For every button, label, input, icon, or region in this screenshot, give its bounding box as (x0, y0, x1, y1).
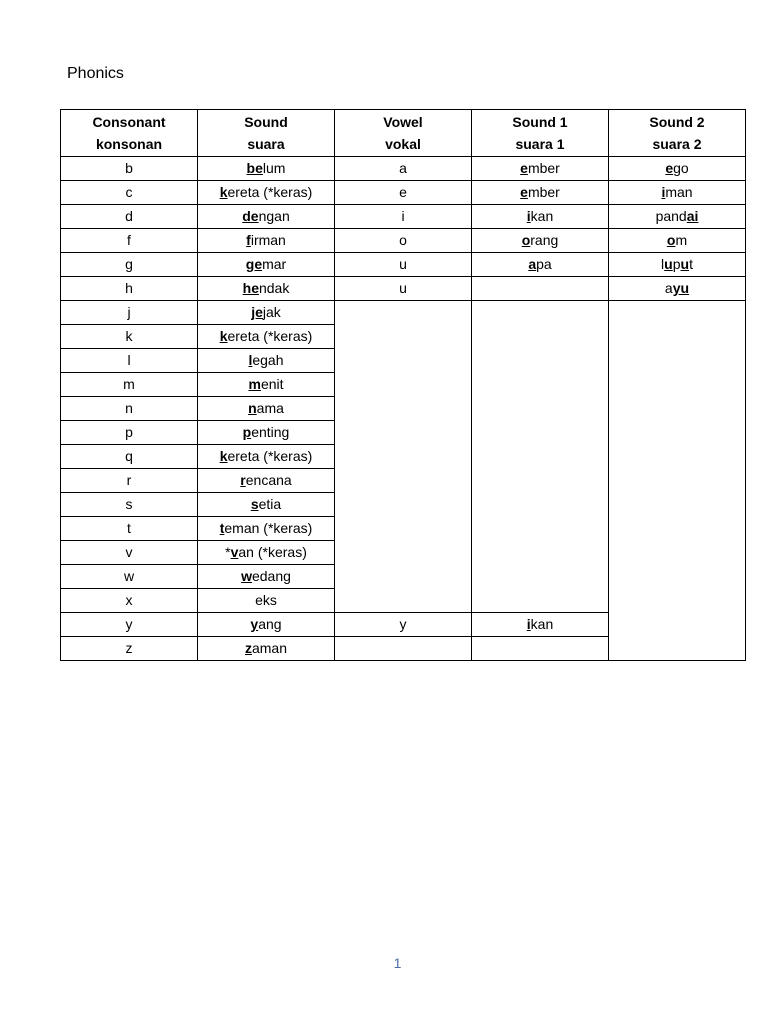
column-header (61, 110, 198, 157)
highlighted-sound: s (250, 496, 259, 512)
highlighted-sound: yu (672, 280, 690, 296)
consonant-letter: b (61, 157, 198, 181)
word-part: m (675, 232, 688, 248)
header-en: Vowel (383, 114, 423, 130)
vowel-letter: y (335, 613, 472, 637)
consonant-sound (198, 397, 335, 421)
highlighted-sound: i (526, 208, 531, 224)
highlighted-sound: de (242, 208, 259, 224)
highlighted-sound: v (230, 544, 239, 560)
empty-cell (472, 637, 609, 661)
consonant-sound (198, 637, 335, 661)
consonant-letter: c (61, 181, 198, 205)
word-part: ama (256, 400, 284, 416)
word-part: ereta (*keras) (227, 184, 313, 200)
highlighted-sound: t (219, 520, 225, 536)
word-part: etia (258, 496, 282, 512)
consonant-letter: t (61, 517, 198, 541)
word-part: ereta (*keras) (227, 448, 313, 464)
word-part: aman (251, 640, 288, 656)
consonant-letter: w (61, 565, 198, 589)
consonant-sound (198, 469, 335, 493)
highlighted-sound: f (246, 232, 251, 248)
vowel-letter: i (335, 205, 472, 229)
highlighted-sound: k (219, 448, 228, 464)
highlighted-sound: u (680, 256, 690, 272)
vowel-letter: u (335, 253, 472, 277)
consonant-sound (198, 517, 335, 541)
highlighted-sound: e (665, 160, 674, 176)
word-part: edang (251, 568, 291, 584)
highlighted-sound: i (661, 184, 666, 200)
column-header (609, 110, 746, 157)
consonant-letter: k (61, 325, 198, 349)
consonant-sound (198, 445, 335, 469)
consonant-letter: m (61, 373, 198, 397)
vowel-sound-1 (472, 205, 609, 229)
highlighted-sound: m (248, 376, 261, 392)
vowel-sound-1 (472, 253, 609, 277)
header-ms: suara (247, 136, 285, 152)
consonant-letter: h (61, 277, 198, 301)
empty-cell (609, 301, 746, 661)
header-ms: suara 2 (652, 136, 702, 152)
vowel-letter: e (335, 181, 472, 205)
table-row (61, 229, 746, 253)
column-header (472, 110, 609, 157)
column-header (335, 110, 472, 157)
word-part: pa (536, 256, 552, 272)
consonant-sound (198, 373, 335, 397)
highlighted-sound: ai (686, 208, 699, 224)
vowel-sound-1 (472, 229, 609, 253)
empty-cell (335, 301, 472, 613)
highlighted-sound: he (242, 280, 259, 296)
vowel-letter: a (335, 157, 472, 181)
table-row (61, 205, 746, 229)
word-part: a (664, 280, 673, 296)
word-part: * (225, 544, 231, 560)
consonant-letter: r (61, 469, 198, 493)
vowel-sound-2 (609, 157, 746, 181)
word-part: ang (258, 616, 282, 632)
vowel-sound-2 (609, 277, 746, 301)
consonant-letter: q (61, 445, 198, 469)
highlighted-sound: o (666, 232, 676, 248)
highlighted-sound: r (240, 472, 246, 488)
vowel-sound-1 (472, 157, 609, 181)
table-row (61, 157, 746, 181)
consonant-sound (198, 157, 335, 181)
table-row (61, 181, 746, 205)
highlighted-sound: be (246, 160, 263, 176)
vowel-sound-2 (609, 229, 746, 253)
consonant-letter: f (61, 229, 198, 253)
header-row (61, 110, 746, 157)
word-part: irman (250, 232, 286, 248)
word-part: kan (530, 208, 554, 224)
consonant-sound (198, 349, 335, 373)
consonant-sound (198, 589, 335, 613)
consonant-sound (198, 421, 335, 445)
vowel-letter: o (335, 229, 472, 253)
vowel-sound-1 (472, 277, 609, 301)
word-part: ereta (*keras) (227, 328, 313, 344)
highlighted-sound: w (241, 568, 252, 584)
highlighted-sound: l (248, 352, 253, 368)
word-part: eks (255, 592, 277, 608)
header-en: Consonant (92, 114, 166, 130)
header-en: Sound 2 (649, 114, 705, 130)
consonant-sound (198, 253, 335, 277)
page-number: 1 (393, 955, 402, 971)
word-part: man (665, 184, 693, 200)
word-part: enting (251, 424, 290, 440)
consonant-sound (198, 277, 335, 301)
word-part: mber (527, 160, 560, 176)
word-part: p (672, 256, 681, 272)
header-ms: konsonan (95, 136, 163, 152)
consonant-sound (198, 325, 335, 349)
word-part: kan (530, 616, 554, 632)
header-en: Sound (244, 114, 288, 130)
consonant-letter: y (61, 613, 198, 637)
word-part: encana (245, 472, 292, 488)
highlighted-sound: u (664, 256, 673, 272)
word-part: lum (262, 160, 286, 176)
table-row (61, 253, 746, 277)
highlighted-sound: k (219, 328, 228, 344)
consonant-sound (198, 229, 335, 253)
vowel-sound-1 (472, 613, 609, 637)
empty-cell (335, 637, 472, 661)
phonics-table (60, 109, 746, 661)
highlighted-sound: z (244, 640, 252, 656)
vowel-sound-1 (472, 181, 609, 205)
highlighted-sound: n (248, 400, 257, 416)
word-part: go (673, 160, 689, 176)
table-row (61, 301, 746, 325)
word-part: jak (262, 304, 281, 320)
vowel-sound-2 (609, 253, 746, 277)
word-part: t (689, 256, 693, 272)
highlighted-sound: ge (245, 256, 263, 272)
word-part: mar (262, 256, 287, 272)
word-part: pand (655, 208, 687, 224)
highlighted-sound: a (528, 256, 537, 272)
page-title: Phonics (67, 65, 124, 82)
word-part: an (*keras) (238, 544, 307, 560)
word-part: enit (260, 376, 284, 392)
consonant-letter: z (61, 637, 198, 661)
table-row (61, 277, 746, 301)
empty-cell (472, 301, 609, 613)
consonant-letter: s (61, 493, 198, 517)
highlighted-sound: i (526, 616, 531, 632)
consonant-sound (198, 301, 335, 325)
word-part: eman (*keras) (224, 520, 313, 536)
word-part: ngan (258, 208, 290, 224)
vowel-sound-2 (609, 205, 746, 229)
highlighted-sound: o (521, 232, 531, 248)
consonant-sound (198, 565, 335, 589)
consonant-letter: p (61, 421, 198, 445)
highlighted-sound: p (242, 424, 252, 440)
highlighted-sound: y (250, 616, 259, 632)
word-part: l (661, 256, 665, 272)
highlighted-sound: k (219, 184, 228, 200)
vowel-letter: u (335, 277, 472, 301)
consonant-letter: l (61, 349, 198, 373)
consonant-sound (198, 205, 335, 229)
header-ms: suara 1 (515, 136, 565, 152)
word-part: rang (530, 232, 559, 248)
word-part: ndak (258, 280, 290, 296)
consonant-letter: x (61, 589, 198, 613)
header-en: Sound 1 (512, 114, 568, 130)
column-header (198, 110, 335, 157)
consonant-sound (198, 493, 335, 517)
consonant-letter: v (61, 541, 198, 565)
word-part: mber (527, 184, 560, 200)
highlighted-sound: e (520, 160, 528, 176)
vowel-sound-2 (609, 181, 746, 205)
header-ms: vokal (385, 136, 421, 152)
consonant-letter: j (61, 301, 198, 325)
consonant-sound (198, 181, 335, 205)
word-part: egah (252, 352, 284, 368)
highlighted-sound: je (251, 304, 263, 320)
highlighted-sound: e (520, 184, 528, 200)
consonant-sound (198, 541, 335, 565)
consonant-letter: n (61, 397, 198, 421)
consonant-sound (198, 613, 335, 637)
consonant-letter: g (61, 253, 198, 277)
consonant-letter: d (61, 205, 198, 229)
